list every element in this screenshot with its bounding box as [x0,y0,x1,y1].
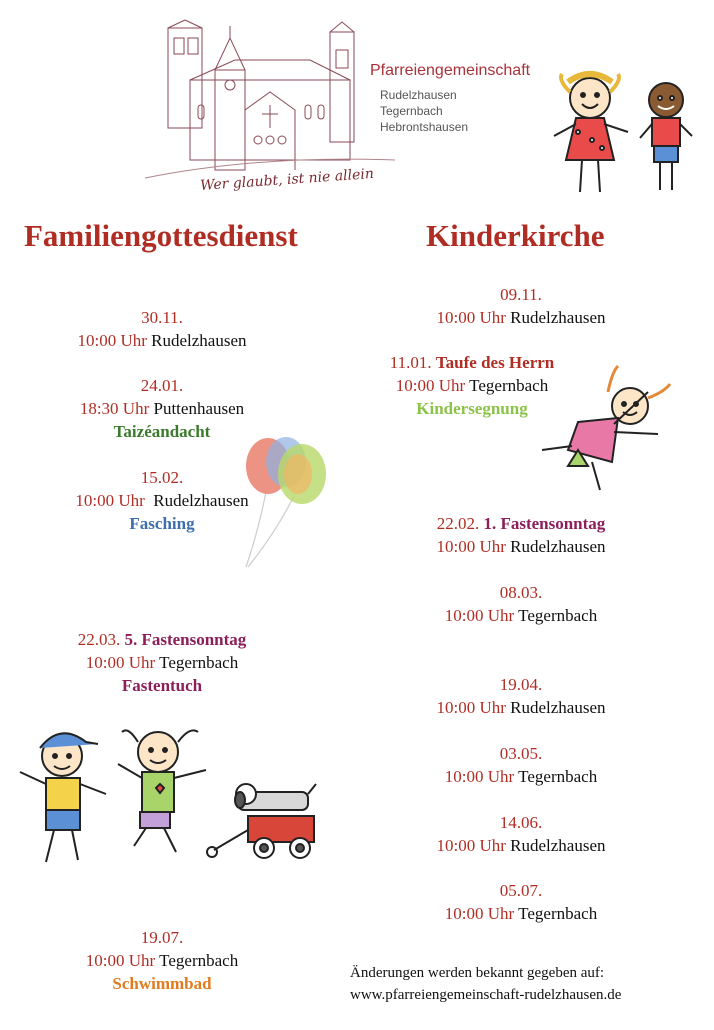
entry-date: 30.11. [141,308,183,327]
footer-note [350,962,621,1006]
parish-title: Pfarreiengemeinschaft [370,62,531,79]
heading-familiengottesdienst: Familiengottesdienst [24,218,298,253]
entry-date: 22.03. [77,630,121,649]
entry-time: 10:00 Uhr [75,491,145,510]
right-entry-4 [371,581,671,627]
entry-date-note: Taufe des Herrn [435,353,555,372]
entry-place: Tegernbach [159,653,239,672]
right-entry-5 [371,673,671,719]
footer-line-1: Änderungen werden bekannt gegeben auf: [350,965,605,981]
entry-place: Rudelzhausen [510,537,606,556]
right-entry-7 [371,811,671,857]
entry-date: 03.05. [499,744,543,763]
entry-date: 22.02. [436,514,480,533]
parish-place-3: Hebrontshausen [380,120,469,134]
entry-date: 15.02. [140,468,184,487]
entry-time: 10:00 Uhr [436,836,506,855]
entry-date: 14.06. [499,813,543,832]
parish-place-1: Rudelzhausen [380,88,457,102]
parish-motto: Wer glaubt, ist nie allein [199,165,375,195]
entry-place: Tegernbach [518,904,598,923]
entry-date-note: 1. Fastensonntag [483,514,606,533]
footer-website-link[interactable]: www.pfarreiengemeinschaft-rudelzhausen.de [350,987,622,1003]
jumping-girl-icon [538,362,678,497]
right-entry-8 [371,879,671,925]
entry-time: 10:00 Uhr [444,606,515,625]
entry-time: 18:30 Uhr [79,399,150,418]
kids-with-dog-cart-icon [10,722,330,877]
entry-time: 10:00 Uhr [77,331,147,350]
entry-place: Rudelzhausen [153,491,249,510]
right-entry-3 [371,512,671,558]
entry-time: 10:00 Uhr [436,698,506,717]
entry-time: 10:00 Uhr [85,951,156,970]
entry-place: Rudelzhausen [151,331,247,350]
entry-place: Tegernbach [518,606,598,625]
entry-note: Fastentuch [121,676,203,695]
entry-place: Tegernbach [518,767,598,786]
entry-place: Rudelzhausen [510,836,606,855]
entry-note: Schwimmbad [112,974,212,993]
right-entry-1 [371,283,671,329]
entry-place: Rudelzhausen [510,698,606,717]
entry-time: 10:00 Uhr [436,537,506,556]
entry-place: Tegernbach [469,376,549,395]
entry-time: 10:00 Uhr [444,767,515,786]
entry-place: Rudelzhausen [510,308,606,327]
entry-date: 24.01. [140,376,184,395]
entry-date: 19.04. [499,675,543,694]
kids-couple-icon [548,70,698,205]
entry-time: 10:00 Uhr [436,308,506,327]
balloons-icon [236,432,336,577]
entry-date: 09.11. [500,285,542,304]
left-entry-5 [12,926,312,995]
left-entry-4 [12,628,312,697]
entry-time: 10:00 Uhr [444,904,515,923]
entry-date-note: 5. Fastensonntag [124,630,247,649]
entry-time: 10:00 Uhr [395,376,466,395]
entry-place: Tegernbach [159,951,239,970]
entry-note: Fasching [129,514,195,533]
entry-date: 11.01. [389,353,432,372]
entry-place: Puttenhausen [153,399,245,418]
entry-date: 19.07. [140,928,184,947]
entry-note: Kindersegnung [416,399,528,418]
left-entry-1 [12,306,312,352]
entry-note: Taizéandacht [113,422,211,441]
entry-time: 10:00 Uhr [85,653,156,672]
entry-date: 08.03. [499,583,543,602]
parish-place-2: Tegernbach [380,104,443,118]
right-entry-6 [371,742,671,788]
entry-date: 05.07. [499,881,543,900]
heading-kinderkirche: Kinderkirche [426,218,605,253]
